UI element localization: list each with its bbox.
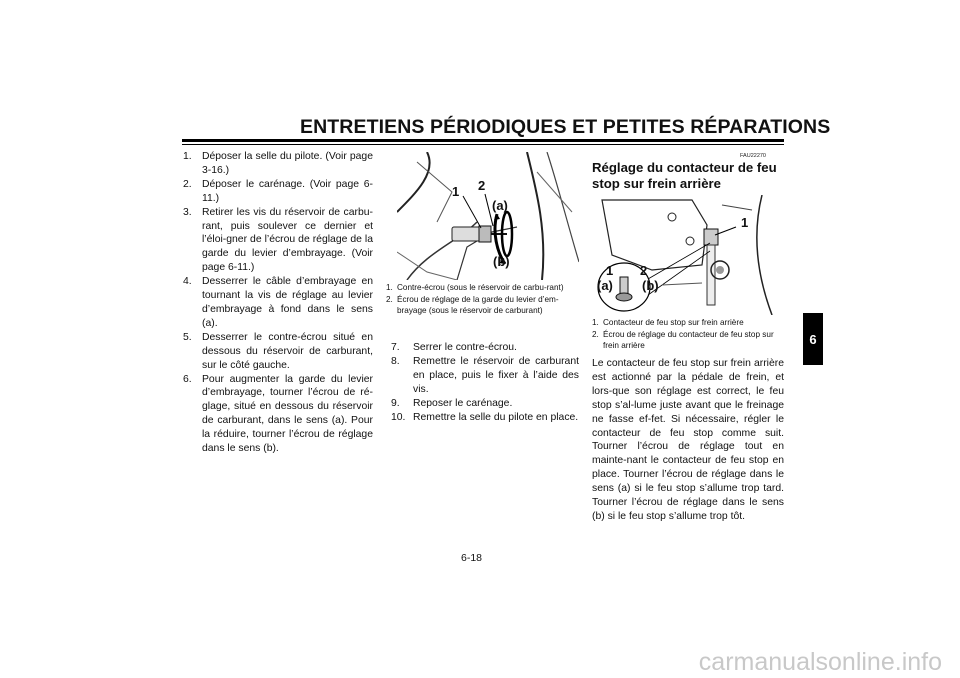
header-rule-thick bbox=[182, 139, 784, 142]
clutch-adjuster-photo bbox=[397, 152, 579, 280]
list-item: 1. Déposer la selle du pilote. (Voir page 3-16.) bbox=[183, 151, 373, 176]
inset-label-a: (a) bbox=[597, 278, 613, 293]
section-code: FAU22270 bbox=[740, 153, 766, 159]
caption-item: 1. Contacteur de feu stop sur frein arrière bbox=[592, 318, 744, 327]
brake-switch-paragraph: Le contacteur de feu stop sur frein arrière est actionné par la pédale de frein, et lors-que son réglage est correct, le feu stop s’al-lume juste avant que le freinage ne fasse ef-fet. Si nécessaire, régler le contacteur de feu stop comme suit. Tourner l’écrou de réglage tout en mainte-nant le contacteur de feu stop en place. Tourner l’écrou de réglage dans le sens (a) si le feu stop s’allume trop tard. Tourner l’écrou de réglage dans le sens (b) si le feu stop s’allume trop tôt. bbox=[592, 358, 784, 522]
watermark-logo bbox=[0, 646, 960, 678]
list-item: 8. Remettre le réservoir de carburant en place, puis le fixer à l’aide des vis. bbox=[391, 355, 579, 395]
clutch-figure-captions bbox=[386, 283, 578, 318]
caption-item: 1. Contre-écrou (sous le réservoir de carbu-rant) bbox=[386, 283, 564, 292]
list-item: 6. Pour augmenter la garde du levier d’embrayage, tourner l’écrou de ré-glage, situé en dessous du réservoir de carburant, dans le sens (a). Pour la réduire, tourner l’écrou de réglage dans le sens (b). bbox=[183, 373, 373, 455]
list-item: 3. Retirer les vis du réservoir de carbu-rant, puis soulever ce dernier et l’éloi-gner de l’écrou de réglage de la garde du levier d’embrayage. (Voir page 6-11.) bbox=[183, 206, 373, 274]
page-number: 6-18 bbox=[461, 552, 483, 564]
figure-label-1: 1 bbox=[452, 184, 460, 199]
list-item: 5. Desserrer le contre-écrou situé en dessous du réservoir de carburant, sur le côté gauche. bbox=[183, 331, 373, 371]
figure-label-b: (b) bbox=[493, 254, 510, 269]
figure-label-1: 1 bbox=[741, 215, 749, 230]
page-header-title: ENTRETIENS PÉRIODIQUES ET PETITES RÉPARATIONS bbox=[300, 116, 831, 138]
inset-label-b: (b) bbox=[642, 278, 659, 293]
section-title: Réglage du contacteur de feu stop sur frein arrière bbox=[592, 160, 777, 191]
chapter-tab: 6 bbox=[803, 313, 823, 365]
header-rule-thin bbox=[182, 144, 784, 145]
inset-label-2: 2 bbox=[640, 263, 648, 278]
caption-item: 2. Écrou de réglage de la garde du levier d’em-brayage (sous le réservoir de carburant) bbox=[386, 295, 559, 315]
brake-switch-photo bbox=[592, 195, 784, 315]
inset-label-1: 1 bbox=[606, 263, 614, 278]
figure-label-2: 2 bbox=[478, 178, 486, 193]
middle-steps-list bbox=[391, 341, 579, 424]
list-item: 7. Serrer le contre-écrou. bbox=[391, 342, 517, 353]
caption-item: 2. Écrou de réglage du contacteur de feu stop sur frein arrière bbox=[592, 330, 774, 350]
brake-figure-captions bbox=[592, 318, 784, 353]
figure-label-a: (a) bbox=[492, 198, 508, 213]
list-item: 2. Déposer le carénage. (Voir page 6-11.) bbox=[183, 178, 373, 204]
list-item: 10. Remettre la selle du pilote en place. bbox=[391, 411, 579, 423]
watermark-text: carmanualsonline.info bbox=[698, 648, 942, 676]
list-item: 9. Reposer le carénage. bbox=[391, 397, 513, 409]
list-item: 4. Desserrer le câble d’embrayage en tournant la vis de réglage au levier d’embrayage à fond dans le sens (a). bbox=[183, 276, 373, 329]
left-steps-list bbox=[183, 150, 373, 456]
